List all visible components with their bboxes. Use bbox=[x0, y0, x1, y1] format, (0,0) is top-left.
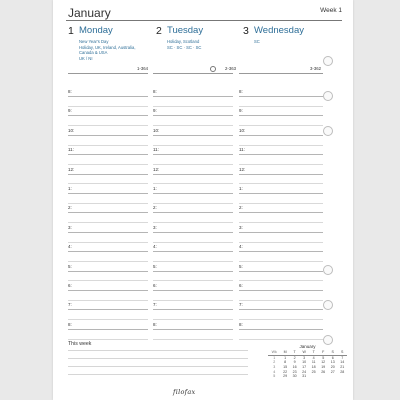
mini-calendar-head-cell: Wk bbox=[268, 350, 280, 355]
day-number: 1 bbox=[68, 25, 74, 37]
notes-line bbox=[68, 366, 248, 367]
mini-calendar-head-cell: W bbox=[299, 350, 309, 355]
day-count: 3-362 bbox=[310, 66, 321, 71]
hour-label: 12: bbox=[239, 166, 246, 172]
hour-line bbox=[153, 309, 233, 310]
notes-line bbox=[68, 358, 248, 359]
mini-calendar-cell: 13 bbox=[330, 360, 335, 365]
hour-line bbox=[68, 174, 148, 175]
week-number: Week 1 bbox=[320, 7, 342, 14]
half-hour-line bbox=[239, 125, 323, 126]
hour-line bbox=[68, 309, 148, 310]
half-hour-line bbox=[153, 261, 233, 262]
hour-line bbox=[239, 174, 323, 175]
hour-label: 1: bbox=[153, 186, 157, 191]
mini-calendar-cell: 4 bbox=[273, 369, 276, 374]
binder-hole-icon bbox=[323, 335, 333, 345]
binder-hole-icon bbox=[323, 300, 333, 310]
day-holidays: New Year's Day Holiday, UK, Ireland, Australia, Canada & USA UK / NI bbox=[79, 39, 136, 61]
brand-logo: filofax bbox=[173, 388, 196, 396]
mini-calendar-cell bbox=[318, 374, 328, 379]
hour-line bbox=[68, 271, 148, 272]
mini-calendar-head-cell: S bbox=[328, 350, 338, 355]
day-count: 2-363 bbox=[225, 66, 236, 71]
hour-label: 6: bbox=[239, 283, 243, 288]
mini-calendar-cell: 22 bbox=[283, 369, 288, 374]
hour-line bbox=[239, 193, 323, 194]
hour-line bbox=[153, 290, 233, 291]
half-hour-line bbox=[68, 300, 148, 301]
half-hour-line bbox=[153, 106, 233, 107]
day-holidays: Holiday, Scotland SC · SC · SC · SC bbox=[167, 39, 202, 50]
half-hour-line bbox=[153, 222, 233, 223]
hour-line bbox=[153, 174, 233, 175]
mini-calendar-cell: 4 bbox=[312, 355, 315, 360]
mini-calendar-cell: 27 bbox=[330, 369, 335, 374]
half-hour-line bbox=[68, 145, 148, 146]
hour-line bbox=[153, 135, 233, 136]
hour-label: 6: bbox=[68, 283, 72, 288]
day-rule bbox=[68, 73, 148, 74]
notes-line bbox=[68, 350, 248, 351]
hour-line bbox=[153, 115, 233, 116]
mini-calendar-cell: 24 bbox=[302, 369, 307, 374]
header-rule bbox=[66, 20, 342, 21]
hour-line bbox=[153, 154, 233, 155]
mini-calendar-cell: 29 bbox=[283, 374, 288, 379]
hour-label: 8: bbox=[153, 89, 157, 94]
mini-calendar-cell: 16 bbox=[292, 365, 297, 370]
mini-calendar-cell: 14 bbox=[340, 360, 345, 365]
half-hour-line bbox=[239, 164, 323, 165]
mini-calendar-head-cell: T bbox=[290, 350, 300, 355]
hour-label: 11: bbox=[68, 147, 74, 153]
mini-calendar-cell: 19 bbox=[321, 365, 326, 370]
hour-line bbox=[68, 135, 148, 136]
hour-line bbox=[153, 251, 233, 252]
half-hour-line bbox=[68, 164, 148, 165]
half-hour-line bbox=[68, 125, 148, 126]
hour-label: 4: bbox=[239, 244, 243, 250]
this-week-label: This week bbox=[68, 341, 92, 347]
half-hour-line bbox=[68, 106, 148, 107]
hour-line bbox=[68, 232, 148, 233]
half-hour-line bbox=[239, 242, 323, 243]
mini-calendar-cell: 30 bbox=[292, 374, 297, 379]
hour-label: 3: bbox=[153, 224, 157, 230]
day-rule bbox=[239, 73, 323, 74]
day-count: 1-364 bbox=[137, 66, 148, 71]
mini-calendar-head-cell: T bbox=[309, 350, 319, 355]
mini-calendar-cell: 12 bbox=[321, 360, 326, 365]
binder-hole-icon bbox=[323, 265, 333, 275]
half-hour-line bbox=[153, 319, 233, 320]
mini-calendar-head-cell: S bbox=[337, 350, 347, 355]
hour-label: 7: bbox=[239, 302, 243, 308]
hour-line bbox=[153, 232, 233, 233]
hour-line bbox=[239, 212, 323, 213]
half-hour-line bbox=[153, 145, 233, 146]
mini-calendar-cell: 8 bbox=[284, 360, 287, 365]
half-hour-line bbox=[68, 339, 148, 340]
hour-line bbox=[68, 96, 148, 97]
half-hour-line bbox=[68, 261, 148, 262]
half-hour-line bbox=[153, 164, 233, 165]
day-holidays: SC bbox=[254, 39, 260, 44]
mini-calendar-cell: 7 bbox=[341, 355, 344, 360]
mini-calendar-cell: 5 bbox=[273, 374, 276, 379]
hour-line bbox=[68, 212, 148, 213]
half-hour-line bbox=[239, 339, 323, 340]
hour-label: 3: bbox=[68, 224, 72, 230]
notes-line bbox=[68, 374, 248, 375]
hour-line bbox=[68, 115, 148, 116]
mini-calendar-cell bbox=[309, 374, 319, 379]
hour-label: 2: bbox=[239, 205, 243, 211]
hour-label: 10: bbox=[239, 127, 246, 133]
hour-label: 1: bbox=[68, 186, 72, 191]
hour-label: 10: bbox=[153, 127, 160, 133]
hour-line bbox=[68, 251, 148, 252]
hour-line bbox=[239, 115, 323, 116]
half-hour-line bbox=[153, 300, 233, 301]
hour-line bbox=[239, 96, 323, 97]
hour-line bbox=[68, 290, 148, 291]
half-hour-line bbox=[153, 203, 233, 204]
hour-label: 8: bbox=[239, 321, 243, 327]
hour-line bbox=[68, 154, 148, 155]
binder-hole-icon bbox=[323, 126, 333, 136]
half-hour-line bbox=[153, 242, 233, 243]
mini-calendar bbox=[268, 344, 347, 379]
mini-calendar-cell: 9 bbox=[293, 360, 296, 365]
half-hour-line bbox=[239, 145, 323, 146]
half-hour-line bbox=[153, 183, 233, 184]
hour-label: 7: bbox=[153, 302, 157, 308]
day-number: 3 bbox=[243, 25, 249, 37]
mini-calendar-cell: 31 bbox=[302, 374, 307, 379]
hour-label: 11: bbox=[153, 147, 159, 153]
mini-calendar-cell: 25 bbox=[311, 369, 316, 374]
mini-calendar-title: January bbox=[299, 344, 316, 349]
hour-label: 9: bbox=[153, 108, 157, 114]
hour-label: 8: bbox=[153, 321, 157, 327]
mini-calendar-cell: 28 bbox=[340, 369, 345, 374]
hour-label: 4: bbox=[68, 244, 72, 250]
mini-calendar-cell: 21 bbox=[340, 365, 345, 370]
mini-calendar-row bbox=[268, 374, 347, 379]
hour-line bbox=[239, 290, 323, 291]
hour-label: 8: bbox=[68, 89, 72, 94]
half-hour-line bbox=[239, 203, 323, 204]
hour-label: 2: bbox=[153, 205, 157, 211]
mini-calendar-cell: 15 bbox=[283, 365, 288, 370]
half-hour-line bbox=[68, 183, 148, 184]
day-number: 2 bbox=[156, 25, 162, 37]
half-hour-line bbox=[239, 319, 323, 320]
half-hour-line bbox=[153, 280, 233, 281]
mini-calendar-cell: 2 bbox=[293, 355, 296, 360]
mini-calendar-cell: 23 bbox=[292, 369, 297, 374]
mini-calendar-cell bbox=[328, 374, 338, 379]
half-hour-line bbox=[239, 222, 323, 223]
hour-label: 2: bbox=[68, 205, 72, 211]
day-name: Monday bbox=[79, 25, 113, 36]
hour-line bbox=[68, 193, 148, 194]
half-hour-line bbox=[239, 106, 323, 107]
hour-line bbox=[153, 96, 233, 97]
half-hour-line bbox=[239, 261, 323, 262]
day-name: Tuesday bbox=[167, 25, 204, 36]
half-hour-line bbox=[153, 339, 233, 340]
mini-calendar-head-cell: M bbox=[280, 350, 290, 355]
hour-label: 9: bbox=[239, 108, 243, 114]
hour-line bbox=[239, 329, 323, 330]
hour-label: 11: bbox=[239, 147, 245, 153]
hour-line bbox=[239, 251, 323, 252]
hour-label: 12: bbox=[68, 166, 75, 172]
hour-line bbox=[153, 212, 233, 213]
hour-label: 7: bbox=[68, 302, 72, 308]
mini-calendar-head-cell: F bbox=[318, 350, 328, 355]
diary-page bbox=[53, 0, 353, 400]
hour-label: 4: bbox=[153, 244, 157, 250]
hour-line bbox=[239, 154, 323, 155]
hour-line bbox=[68, 329, 148, 330]
hour-line bbox=[239, 135, 323, 136]
hour-label: 8: bbox=[68, 321, 72, 327]
mini-calendar-cell: 11 bbox=[311, 360, 316, 365]
half-hour-line bbox=[239, 300, 323, 301]
hour-label: 3: bbox=[239, 224, 243, 230]
hour-label: 5: bbox=[68, 263, 72, 269]
mini-calendar-cell: 17 bbox=[302, 365, 307, 370]
mini-calendar-cell bbox=[337, 374, 347, 379]
hour-label: 12: bbox=[153, 166, 160, 172]
mini-calendar-cell: 3 bbox=[273, 365, 276, 370]
half-hour-line bbox=[68, 203, 148, 204]
half-hour-line bbox=[239, 280, 323, 281]
half-hour-line bbox=[68, 242, 148, 243]
mini-calendar-cell: 1 bbox=[284, 355, 287, 360]
hour-label: 10: bbox=[68, 127, 75, 133]
mini-calendar-cell: 1 bbox=[273, 355, 276, 360]
hour-line bbox=[239, 232, 323, 233]
hour-line bbox=[153, 193, 233, 194]
hour-line bbox=[239, 309, 323, 310]
hour-line bbox=[153, 329, 233, 330]
hour-label: 6: bbox=[153, 283, 157, 288]
hour-label: 5: bbox=[239, 263, 243, 269]
half-hour-line bbox=[68, 222, 148, 223]
half-hour-line bbox=[153, 125, 233, 126]
month-title: January bbox=[68, 6, 111, 20]
half-hour-line bbox=[239, 183, 323, 184]
mini-calendar-cell: 2 bbox=[273, 360, 276, 365]
hour-line bbox=[239, 271, 323, 272]
mini-calendar-cell: 10 bbox=[302, 360, 307, 365]
hour-label: 5: bbox=[153, 263, 157, 269]
hour-label: 9: bbox=[68, 108, 72, 114]
binder-hole-icon bbox=[323, 91, 333, 101]
hour-label: 8: bbox=[239, 89, 243, 94]
hour-label: 1: bbox=[239, 186, 243, 191]
half-hour-line bbox=[68, 280, 148, 281]
mini-calendar-cell: 20 bbox=[330, 365, 335, 370]
hour-line bbox=[153, 271, 233, 272]
day-rule bbox=[153, 73, 233, 74]
day-name: Wednesday bbox=[254, 25, 304, 36]
mini-calendar-cell: 6 bbox=[331, 355, 334, 360]
binder-hole-icon bbox=[323, 56, 333, 66]
half-hour-line bbox=[68, 319, 148, 320]
mini-calendar-cell: 5 bbox=[322, 355, 325, 360]
mini-calendar-cell: 26 bbox=[321, 369, 326, 374]
mini-calendar-cell: 18 bbox=[311, 365, 316, 370]
mini-calendar-cell: 3 bbox=[303, 355, 306, 360]
